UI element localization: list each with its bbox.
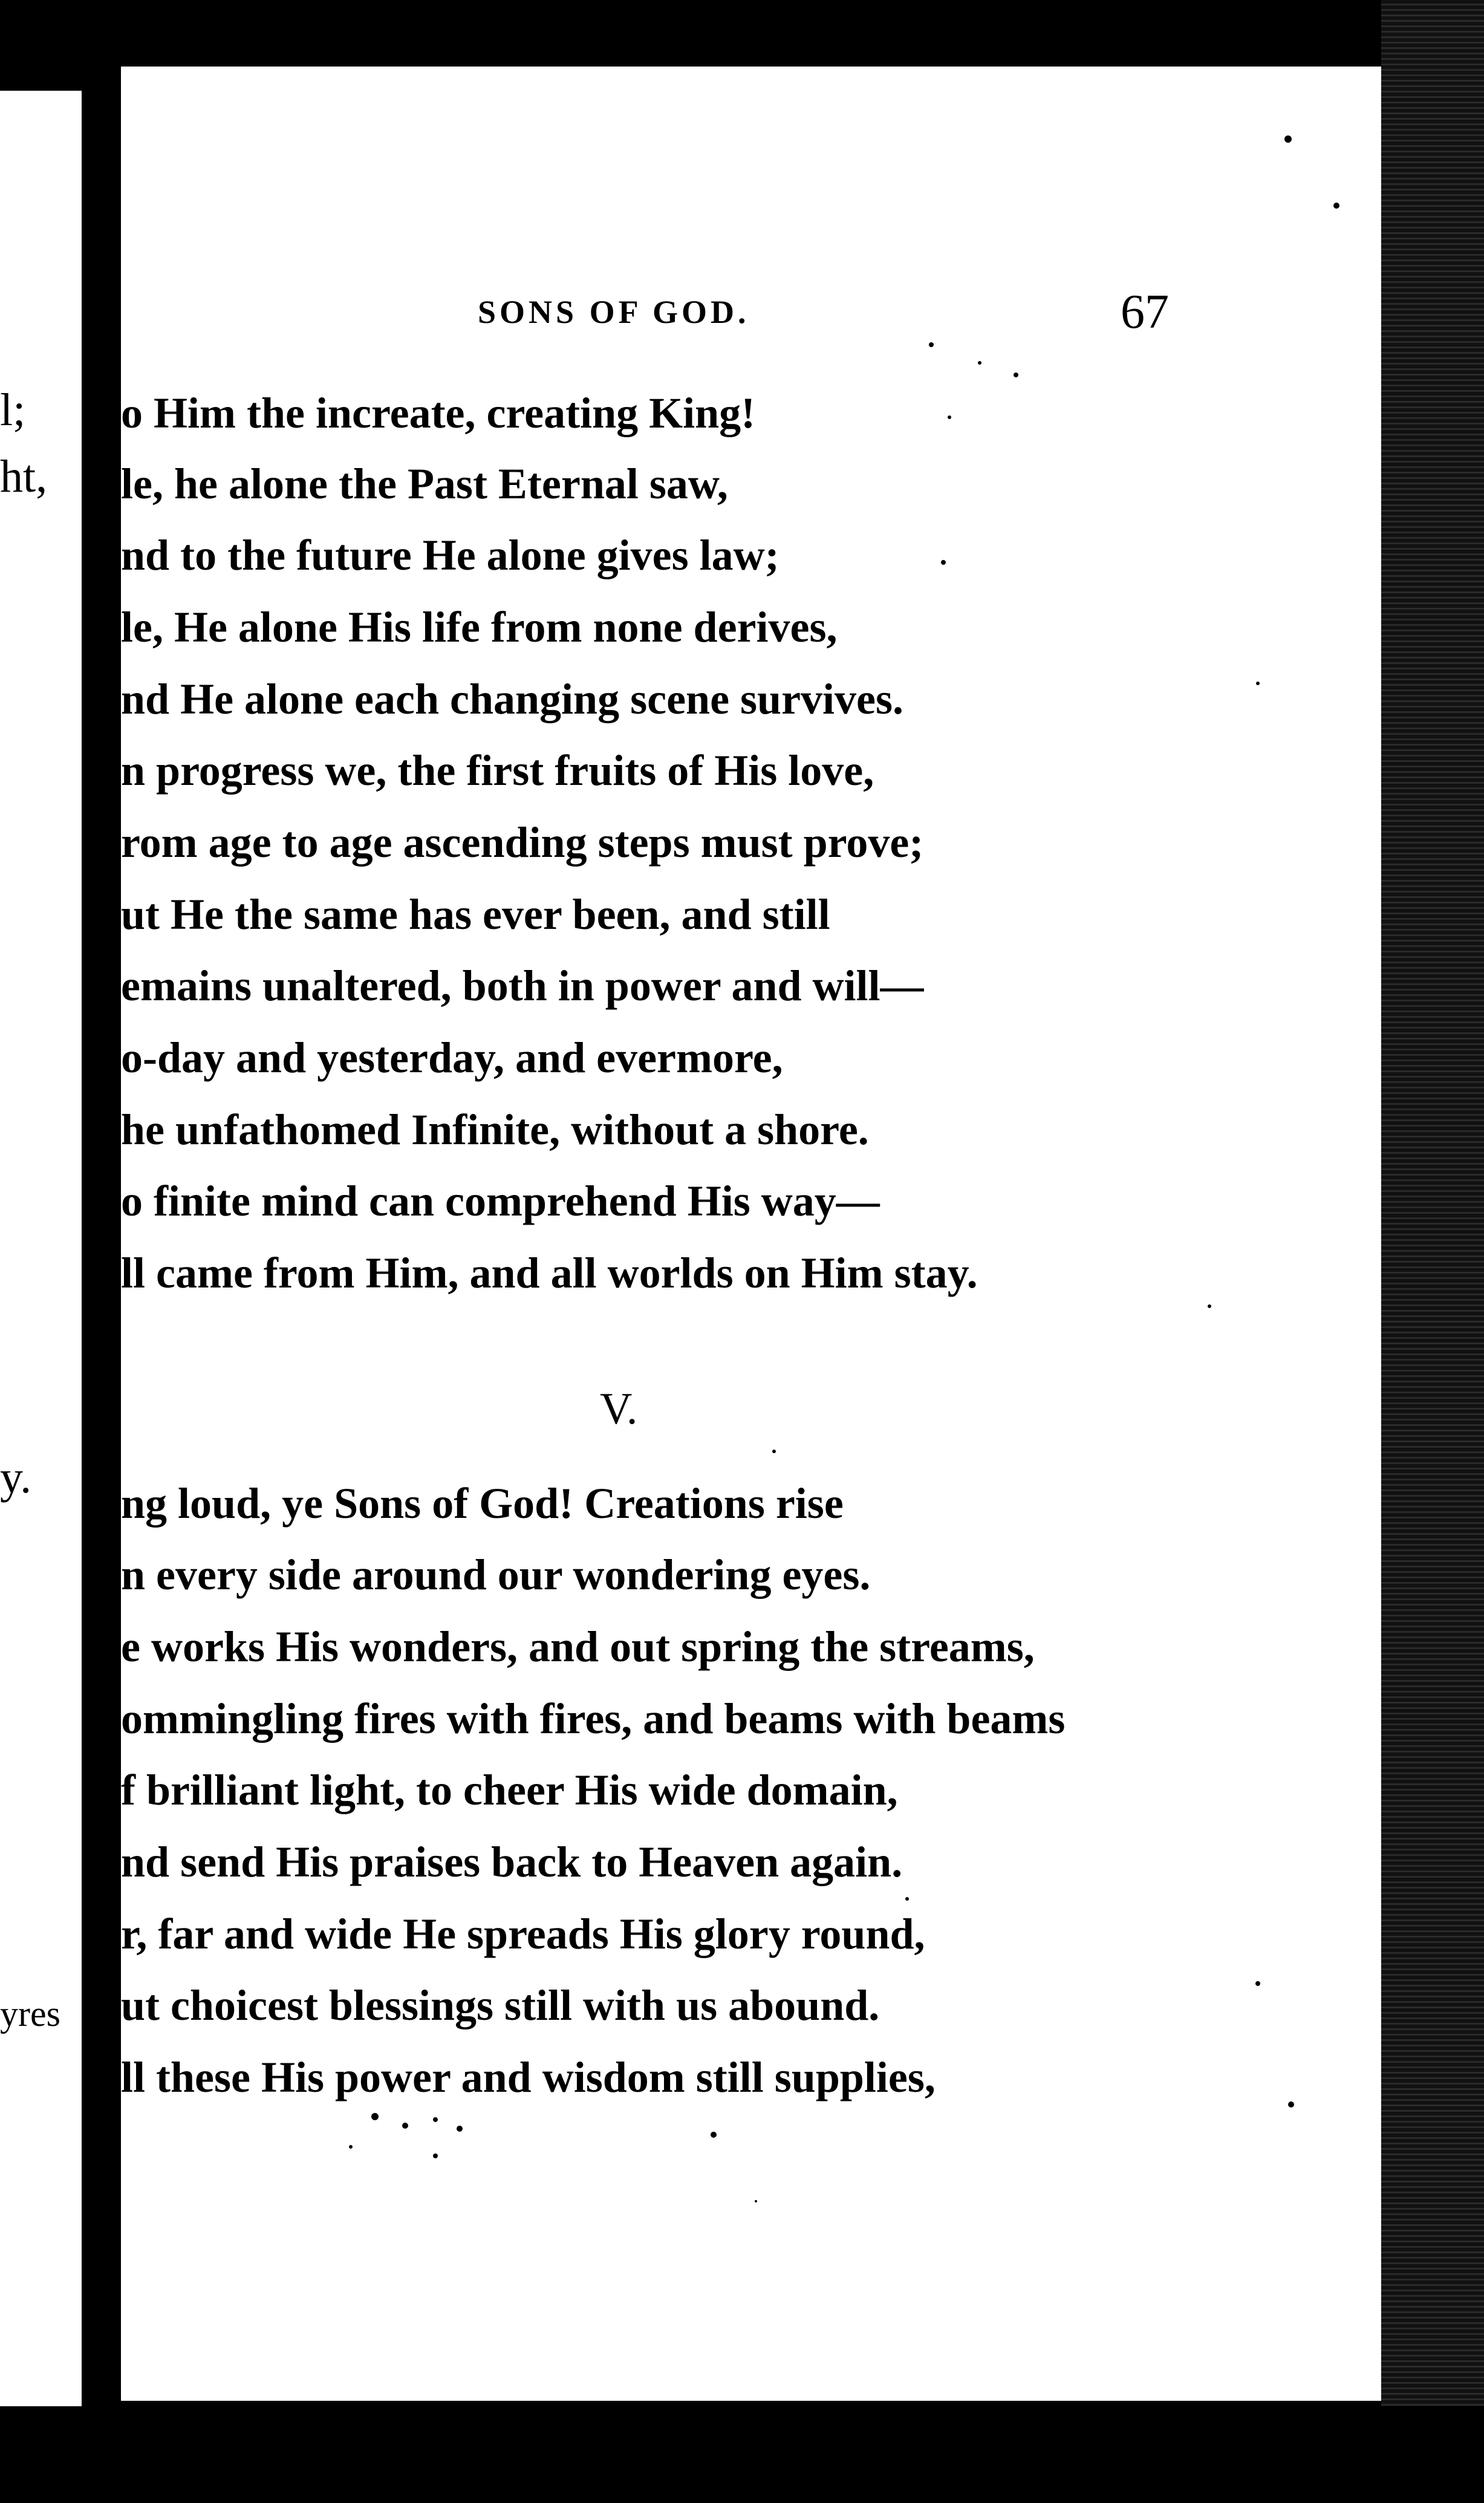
verse-line: he unfathomed Infinite, without a shore. [121, 1105, 869, 1154]
verse-line: e works His wonders, and out spring the streams, [121, 1623, 1035, 1671]
page-header [121, 285, 1382, 342]
facing-page-fragment: yres [0, 1994, 60, 2034]
verse-line: nd He alone each changing scene survives. [121, 675, 904, 723]
page-bottom-shadow [0, 2406, 1484, 2503]
verse-line: o-day and yesterday, and evermore, [121, 1033, 783, 1082]
verse-line: ommingling fires with fires, and beams with beams [121, 1694, 1066, 1743]
page-number: 67 [1121, 285, 1169, 339]
verse-line: o Him the increate, creating King! [121, 389, 756, 437]
running-head: SONS OF GOD. [478, 294, 750, 330]
verse-line: ut choicest blessings still with us abound. [121, 1981, 880, 2029]
verse-line: ll came from Him, and all worlds on Him stay. [121, 1249, 978, 1297]
verse-line: rom age to age ascending steps must prove; [121, 818, 924, 867]
verse-line: n every side around our wondering eyes. [121, 1551, 871, 1599]
book-page [121, 67, 1382, 2401]
verse-line: le, He alone His life from none derives, [121, 603, 838, 651]
verse-line: n progress we, the first fruits of His love, [121, 746, 874, 795]
section-numeral: V. [600, 1384, 638, 1434]
verse-line: ng loud, ye Sons of God! Creations rise [121, 1479, 844, 1528]
verse-line: emains unaltered, both in power and will— [121, 962, 924, 1010]
verse-line: nd to the future He alone gives law; [121, 531, 779, 579]
facing-page-fragment: l; [0, 385, 26, 435]
verse-line: ll these His power and wisdom still supplies, [121, 2053, 936, 2101]
page-edge-shadow [1381, 0, 1484, 2503]
verse-line: o finite mind can comprehend His way— [121, 1177, 880, 1225]
verse-line: ut He the same has ever been, and still [121, 890, 830, 939]
verse-line: nd send His praises back to Heaven again. [121, 1838, 903, 1886]
facing-page-strip [0, 91, 82, 2407]
facing-page-fragment: y. [0, 1452, 32, 1503]
verse-line: le, he alone the Past Eternal saw, [121, 460, 728, 508]
facing-page-fragment: ht, [0, 451, 48, 502]
verse-line: f brilliant light, to cheer His wide domain, [121, 1766, 898, 1814]
verse-line: r, far and wide He spreads His glory round, [121, 1910, 925, 1958]
